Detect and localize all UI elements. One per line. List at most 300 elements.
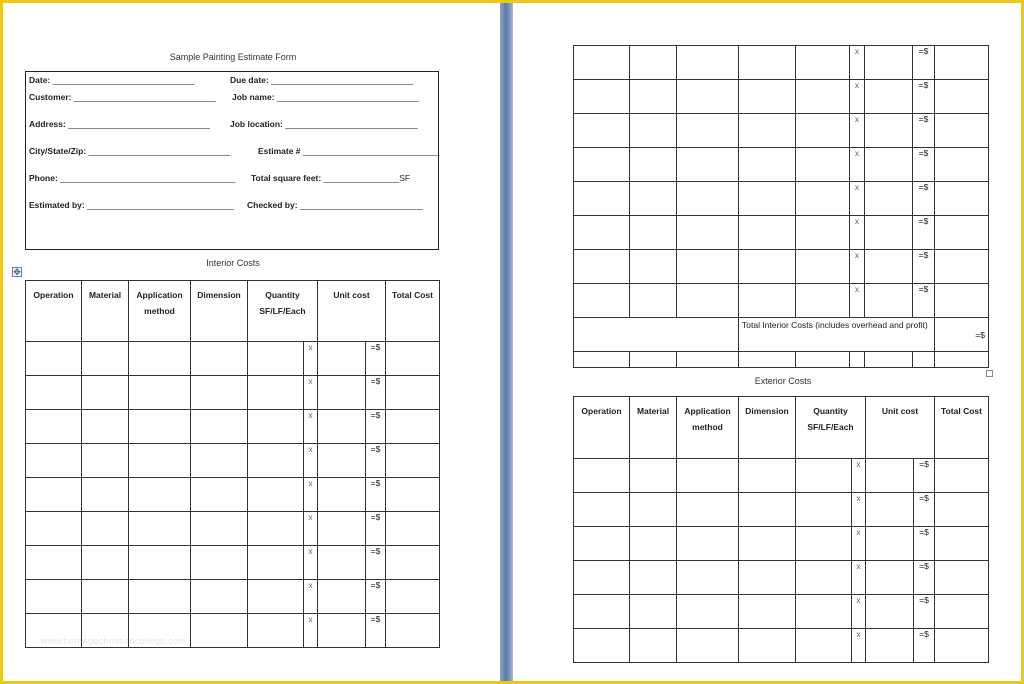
sqft-line[interactable]: ________________SF [323,173,411,183]
table-cell[interactable] [935,250,989,284]
table-row [574,182,989,216]
interior-header-row [26,281,440,342]
table-cell[interactable] [248,512,304,546]
table-cell[interactable] [796,527,852,561]
table-cell[interactable] [739,352,796,368]
table-row [26,580,440,614]
equals-dollar-mark: =$ [913,148,935,182]
table-row [574,595,989,629]
job-name-line[interactable]: ______________________________ [276,92,419,102]
table-cell[interactable] [129,546,191,580]
table-cell[interactable] [677,46,739,80]
table-cell[interactable] [248,342,304,376]
phone-line[interactable]: _____________________________________ [60,173,236,183]
table-row [26,614,440,648]
customer-label: Customer: [29,92,72,102]
sqft-label: Total square feet: [251,173,322,183]
equals-dollar-mark: =$ [366,342,386,376]
address-label: Address: [29,119,66,129]
table-cell[interactable] [865,148,913,182]
table-cell[interactable] [574,493,630,527]
exterior-header-row [574,397,989,459]
estimated-by-label: Estimated by: [29,200,85,210]
col-quantity: Quantity SF/LF/Each [248,281,318,342]
table-cell[interactable] [677,459,739,493]
equals-dollar-mark: =$ [913,114,935,148]
table-cell[interactable] [739,80,796,114]
multiply-mark: x [304,342,318,376]
table-cell[interactable] [248,444,304,478]
table-cell[interactable] [935,46,989,80]
equals-dollar-mark: =$ [914,459,935,493]
field-row-due-date [230,75,413,85]
watermark: www.heritagechristiancollege.com [41,636,187,646]
table-cell[interactable] [248,580,304,614]
table-cell[interactable] [191,546,248,580]
table-cell[interactable] [248,478,304,512]
table-cell[interactable] [248,546,304,580]
table-cell[interactable] [796,561,852,595]
table-cell[interactable] [129,580,191,614]
table-cell[interactable] [574,148,630,182]
table-cell[interactable] [574,250,630,284]
equals-dollar-mark: =$ [366,444,386,478]
table-cell[interactable] [129,478,191,512]
multiply-mark: x [850,284,865,318]
table-cell[interactable] [129,614,191,648]
table-cell[interactable] [866,527,914,561]
table-row [574,216,989,250]
table-cell[interactable] [574,80,630,114]
interior-costs-table-continued [573,45,989,368]
table-cell[interactable] [386,512,440,546]
table-cell[interactable] [630,493,677,527]
estimate-label: Estimate # [258,146,301,156]
checked-by-label: Checked by: [247,200,298,210]
multiply-mark: x [304,410,318,444]
table-cell[interactable] [865,114,913,148]
table-cell[interactable] [739,148,796,182]
table-cell[interactable] [796,595,852,629]
table-row [26,410,440,444]
table-cell[interactable] [191,614,248,648]
multiply-mark: x [304,478,318,512]
table-cell[interactable] [386,444,440,478]
table-cell[interactable] [935,595,989,629]
table-row [574,527,989,561]
table-cell[interactable] [386,580,440,614]
equals-dollar-mark: =$ [366,410,386,444]
field-row-phone [29,173,235,183]
estimated-by-line[interactable]: _______________________________ [87,200,234,210]
table-cell[interactable] [739,629,796,663]
equals-dollar-mark: =$ [366,512,386,546]
table-cell[interactable] [935,459,989,493]
table-cell[interactable] [26,580,82,614]
table-cell[interactable] [574,182,630,216]
field-row-date [29,75,194,85]
table-cell[interactable] [574,284,630,318]
field-row-checked-by [247,200,423,210]
table-cell[interactable] [318,376,366,410]
exterior-costs-table [573,396,989,663]
table-cell[interactable] [248,410,304,444]
city-label: City/State/Zip: [29,146,87,156]
table-cell[interactable] [574,527,630,561]
table-cell[interactable] [677,148,739,182]
equals-dollar-mark: =$ [913,216,935,250]
table-row [574,561,989,595]
col-dimension: Dimension [191,281,248,342]
multiply-mark: x [852,527,866,561]
table-cell[interactable] [82,410,129,444]
field-row-customer [29,92,216,102]
due-date-line[interactable]: ______________________________ [271,75,413,85]
equals-dollar-mark: =$ [366,376,386,410]
table-cell[interactable] [191,376,248,410]
exterior-costs-title: Exterior Costs [754,376,812,386]
table-cell[interactable] [630,148,677,182]
table-row [574,493,989,527]
multiply-mark: x [850,250,865,284]
table-cell[interactable] [865,80,913,114]
table-row [26,512,440,546]
table-cell[interactable] [630,80,677,114]
equals-dollar-mark: =$ [366,580,386,614]
table-cell[interactable] [677,527,739,561]
table-cell[interactable] [935,284,989,318]
table-cell[interactable] [386,546,440,580]
customer-line[interactable]: ______________________________ [73,92,216,102]
table-cell[interactable] [796,148,850,182]
multiply-mark: x [852,595,866,629]
multiply-mark: x [850,80,865,114]
table-cell[interactable] [935,216,989,250]
table-cell[interactable] [630,352,677,368]
table-cell[interactable] [739,493,796,527]
table-cell[interactable] [796,629,852,663]
table-cell[interactable] [796,352,850,368]
equals-dollar-mark: =$ [914,629,935,663]
table-cell[interactable] [191,410,248,444]
table-cell[interactable] [386,410,440,444]
table-cell[interactable] [677,182,739,216]
col-application-method: Application method [677,397,739,459]
table-cell[interactable] [129,410,191,444]
table-cell[interactable] [26,410,82,444]
table-cell[interactable] [935,148,989,182]
table-cell[interactable] [386,376,440,410]
table-cell[interactable] [574,595,630,629]
table-cell[interactable] [677,80,739,114]
interior-costs-table [25,280,440,648]
table-cell[interactable] [191,342,248,376]
equals-dollar-mark: =$ [913,80,935,114]
multiply-mark: x [304,444,318,478]
table-cell[interactable] [935,352,989,368]
col-operation: Operation [26,281,82,342]
table-cell[interactable] [129,376,191,410]
table-cell[interactable] [796,182,850,216]
multiply-mark: x [852,561,866,595]
table-cell[interactable] [574,352,630,368]
table-cell[interactable] [630,284,677,318]
table-cell[interactable] [26,546,82,580]
table-cell[interactable] [865,284,913,318]
table-cell[interactable] [82,546,129,580]
table-cell[interactable] [26,342,82,376]
table-cell[interactable] [318,546,366,580]
table-cell[interactable] [677,352,739,368]
multiply-mark: x [850,46,865,80]
table-cell[interactable] [574,629,630,663]
multiply-mark: x [852,459,866,493]
table-cell[interactable] [574,561,630,595]
table-cell[interactable] [796,114,850,148]
table-cell[interactable] [739,182,796,216]
table-cell[interactable] [865,46,913,80]
multiply-mark: x [850,216,865,250]
table-cell[interactable] [935,561,989,595]
table-cell[interactable] [129,444,191,478]
table-cell[interactable] [318,580,366,614]
table-row [574,629,989,663]
multiply-mark: x [850,182,865,216]
table-cell[interactable] [866,493,914,527]
multiply-mark: x [304,512,318,546]
table-cell[interactable] [739,114,796,148]
equals-dollar-mark: =$ [913,250,935,284]
table-cell[interactable] [677,114,739,148]
table-cell[interactable] [574,114,630,148]
table-cell[interactable] [796,46,850,80]
table-row [26,478,440,512]
table-cell[interactable] [318,478,366,512]
table-cell[interactable] [82,376,129,410]
table-cell[interactable] [386,342,440,376]
table-cell[interactable] [318,444,366,478]
equals-dollar-mark: =$ [914,595,935,629]
table-row [26,376,440,410]
col-unit-cost: Unit cost [866,397,935,459]
col-application-method: Application method [129,281,191,342]
table-cell[interactable] [913,352,935,368]
table-cell[interactable] [866,629,914,663]
multiply-mark: x [304,376,318,410]
table-cell[interactable] [630,595,677,629]
col-unit-cost: Unit cost [318,281,386,342]
table-cell[interactable] [935,182,989,216]
table-row [574,250,989,284]
address-line[interactable]: ______________________________ [68,119,211,129]
table-cell[interactable] [865,216,913,250]
table-cell[interactable] [630,182,677,216]
table-cell[interactable] [677,284,739,318]
table-cell[interactable] [796,284,850,318]
table-cell[interactable] [865,352,913,368]
table-cell[interactable] [739,561,796,595]
table-cell[interactable] [82,614,129,648]
table-cell[interactable] [866,595,914,629]
city-line[interactable]: ______________________________ [88,146,231,156]
multiply-mark: x [304,580,318,614]
table-row [574,459,989,493]
table-cell[interactable] [865,250,913,284]
interior-total-row [574,318,989,352]
table-cell[interactable] [574,46,630,80]
table-row [574,284,989,318]
table-cell[interactable] [248,614,304,648]
table-row [26,546,440,580]
table-cell[interactable] [630,459,677,493]
table-cell[interactable] [630,250,677,284]
table-cell[interactable] [386,614,440,648]
table-cell[interactable] [82,580,129,614]
interior-total-value[interactable]: =$ [935,318,989,352]
table-cell[interactable] [26,444,82,478]
field-row-sqft [251,173,410,183]
table-cell[interactable] [739,250,796,284]
table-cell[interactable] [935,527,989,561]
total-spacer-cell [574,318,739,352]
table-cell[interactable] [935,80,989,114]
table-cell[interactable] [865,182,913,216]
table-cell[interactable] [739,216,796,250]
table-cell[interactable] [630,216,677,250]
table-cell[interactable] [677,250,739,284]
table-cell[interactable] [630,46,677,80]
col-total-cost: Total Cost [386,281,440,342]
table-cell[interactable] [191,580,248,614]
job-location-label: Job location: [230,119,283,129]
table-cell[interactable] [191,478,248,512]
col-operation: Operation [574,397,630,459]
table-cell[interactable] [796,80,850,114]
date-label: Date: [29,75,51,85]
table-cell[interactable] [191,512,248,546]
table-cell[interactable] [318,512,366,546]
multiply-mark: x [304,546,318,580]
table-cell[interactable] [574,216,630,250]
page-gutter [500,3,513,681]
job-location-line[interactable]: ____________________________ [285,119,418,129]
table-cell[interactable] [630,114,677,148]
table-cell[interactable] [630,629,677,663]
col-material: Material [82,281,129,342]
col-dimension: Dimension [739,397,796,459]
col-quantity: Quantity SF/LF/Each [796,397,866,459]
table-row [574,80,989,114]
table-cell[interactable] [739,527,796,561]
table-row [26,342,440,376]
table-cell[interactable] [386,478,440,512]
field-row-city [29,146,230,156]
table-cell[interactable] [677,216,739,250]
table-row [574,46,989,80]
equals-dollar-mark: =$ [913,46,935,80]
equals-dollar-mark: =$ [914,561,935,595]
table-cell[interactable] [739,459,796,493]
multiply-mark: x [850,114,865,148]
table-cell[interactable] [796,250,850,284]
equals-dollar-mark: =$ [914,527,935,561]
table-cell[interactable] [82,444,129,478]
table-cell[interactable] [796,216,850,250]
equals-dollar-mark: =$ [366,546,386,580]
equals-dollar-mark: =$ [914,493,935,527]
table-cell[interactable] [26,376,82,410]
table-cell[interactable] [82,512,129,546]
table-cell[interactable] [26,478,82,512]
table-cell[interactable] [191,444,248,478]
form-title: Sample Painting Estimate Form [169,52,297,62]
table-cell[interactable] [318,410,366,444]
table-cell[interactable] [866,459,914,493]
table-cell[interactable] [129,342,191,376]
table-cell[interactable] [318,342,366,376]
field-row-job-name [232,92,419,102]
table-row [574,148,989,182]
table-cell[interactable] [630,527,677,561]
col-total-cost: Total Cost [935,397,989,459]
table-cell[interactable] [630,561,677,595]
table-cell[interactable] [796,493,852,527]
field-row-estimated-by [29,200,234,210]
table-cell[interactable] [677,595,739,629]
estimate-line[interactable]: _____________________________ [302,146,440,156]
equals-dollar-mark: =$ [366,614,386,648]
table-cell[interactable] [248,376,304,410]
checked-by-line[interactable]: __________________________ [299,200,423,210]
table-cell[interactable] [935,114,989,148]
table-cell[interactable] [82,478,129,512]
date-line[interactable]: ______________________________ [52,75,195,85]
table-cell[interactable] [739,595,796,629]
table-cell[interactable] [677,561,739,595]
col-material: Material [630,397,677,459]
job-name-label: Job name: [232,92,275,102]
table-cell[interactable] [935,493,989,527]
table-cell[interactable] [935,629,989,663]
table-cell[interactable] [677,493,739,527]
table-cell[interactable] [677,629,739,663]
table-cell[interactable] [850,352,865,368]
equals-dollar-mark: =$ [913,182,935,216]
table-cell[interactable] [739,284,796,318]
table-cell[interactable] [26,512,82,546]
table-cell[interactable] [26,614,82,648]
field-row-address [29,119,210,129]
multiply-mark: x [852,629,866,663]
table-cell[interactable] [318,614,366,648]
table-cell[interactable] [796,459,852,493]
table-cell[interactable] [129,512,191,546]
table-row [574,114,989,148]
table-cell[interactable] [866,561,914,595]
table-cell[interactable] [574,459,630,493]
phone-label: Phone: [29,173,58,183]
due-date-label: Due date: [230,75,269,85]
interior-total-label: Total Interior Costs (includes overhead and profit) [739,318,935,352]
table-cell[interactable] [739,46,796,80]
multiply-mark: x [852,493,866,527]
table-move-handle-icon[interactable]: ✥ [13,267,21,277]
equals-dollar-mark: =$ [913,284,935,318]
multiply-mark: x [850,148,865,182]
table-resize-handle[interactable] [986,370,993,377]
interior-blank-row [574,352,989,368]
table-cell[interactable] [82,342,129,376]
